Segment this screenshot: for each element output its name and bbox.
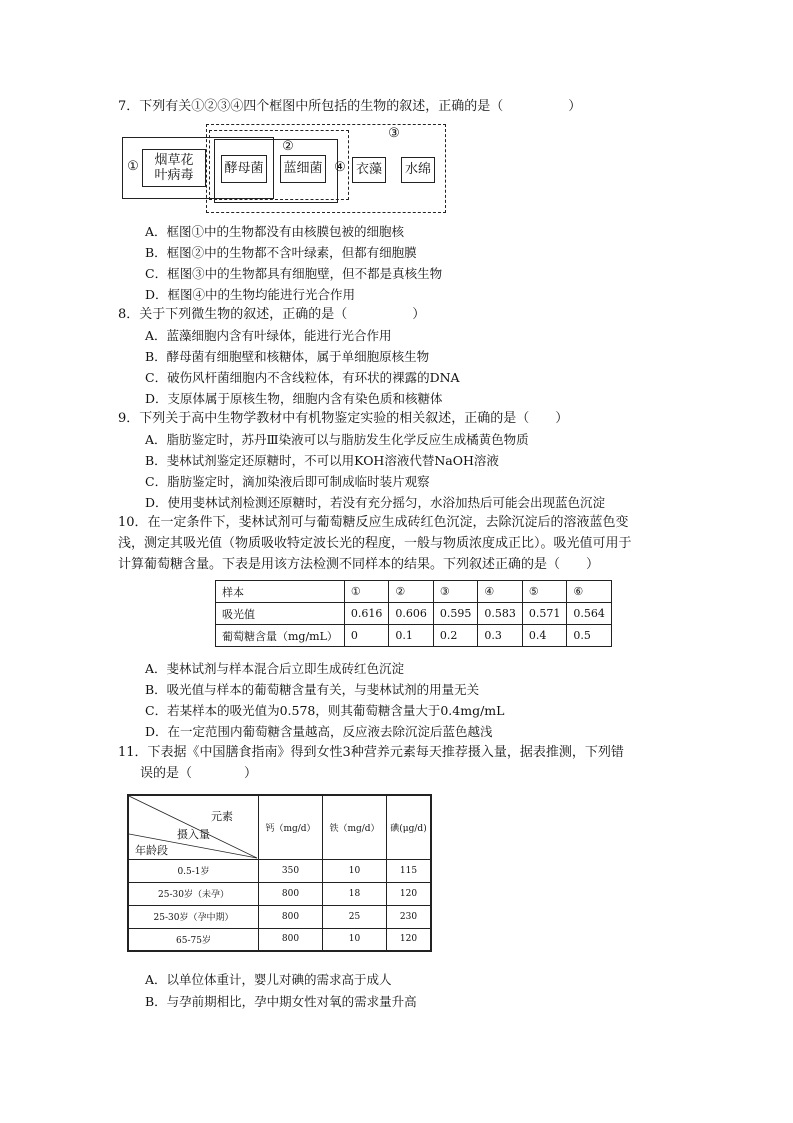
spirogyra-label: 水绵 [404, 162, 431, 177]
table-cell: 0.1 [389, 625, 434, 647]
table-cell: 0.564 [567, 603, 612, 625]
table-cell: 18 [323, 882, 387, 905]
q10-option-d: D．在一定范围内葡萄糖含量越高，反应液去除沉淀后蓝色越浅 [145, 724, 493, 739]
q11-option-a: A．以单位体重计，婴儿对碘的需求高于成人 [145, 972, 392, 987]
table-cell: 0 [344, 625, 389, 647]
frame-4 [209, 130, 349, 200]
table-cell: 0.606 [389, 603, 434, 625]
table-header-cell: ⑥ [567, 581, 612, 603]
q8-stem: 8．关于下列微生物的叙述，正确的是（ ） [118, 307, 426, 322]
frame-2-mark: ② [282, 139, 294, 154]
q7-option-d: D．框图④中的生物均能进行光合作用 [145, 287, 356, 302]
table-cell: 120 [387, 928, 432, 951]
corner-label-intake: 摄入量 [177, 828, 210, 841]
table-cell: 25-30岁（未孕） [128, 882, 259, 905]
table-cell: 25 [323, 905, 387, 928]
table-cell: 0.571 [522, 603, 567, 625]
table-row [216, 625, 612, 647]
q8-option-b: B．酵母菌有细胞壁和核糖体，属于单细胞原核生物 [145, 349, 430, 364]
q9-option-d: D．使用斐林试剂检测还原糖时，若没有充分摇匀，水浴加热后可能会出现蓝色沉淀 [145, 495, 606, 510]
q9-option-b: B．斐林试剂鉴定还原糖时，不可以用KOH溶液代替NaOH溶液 [145, 453, 499, 468]
q8-option-a: A．蓝藻细胞内含有叶绿体，能进行光合作用 [145, 328, 392, 343]
frame-1-mark: ① [127, 159, 139, 174]
q10-table [215, 580, 612, 647]
corner-label-age: 年龄段 [135, 844, 168, 857]
q9-option-a: A．脂肪鉴定时，苏丹Ⅲ染液可以与脂肪发生化学反应生成橘黄色物质 [145, 432, 529, 447]
table-cell: 0.3 [478, 625, 523, 647]
table-header-cell: ④ [478, 581, 523, 603]
q10-stem-line-1: 10．在一定条件下，斐林试剂可与葡萄糖反应生成砖红色沉淀，去除沉淀后的溶液蓝色变 [118, 515, 629, 530]
yeast-label: 酵母菌 [224, 161, 264, 176]
table-cell: 葡萄糖含量（mg/mL） [216, 625, 345, 647]
q11-stem-line-1: 11．下表据《中国膳食指南》得到女性3种营养元素每天推荐摄入量，据表推测，下列错 [118, 745, 624, 760]
table-cell: 65-75岁 [128, 928, 259, 951]
q8-option-d: D．支原体属于原核生物，细胞内含有染色质和核糖体 [145, 391, 443, 406]
q11-option-b: B．与孕前期相比，孕中期女性对氧的需求量升高 [145, 994, 417, 1009]
q7-option-c: C．框图③中的生物都具有细胞壁，但不都是真核生物 [145, 266, 443, 281]
chlamydomonas-label: 衣藻 [355, 162, 382, 177]
table-cell: 800 [259, 928, 323, 951]
table-row [128, 882, 431, 905]
corner-label-element: 元素 [211, 810, 233, 823]
table-header-cell: 样本 [216, 581, 345, 603]
table-cell: 0.595 [433, 603, 478, 625]
q7-option-a: A．框图①中的生物都没有由核膜包被的细胞核 [145, 224, 405, 239]
table-cell: 800 [259, 882, 323, 905]
q7-stem: 7．下列有关①②③④四个框图中所包括的生物的叙述，正确的是（ ） [118, 99, 582, 114]
table-cell: 0.4 [522, 625, 567, 647]
q10-option-a: A．斐林试剂与样本混合后立即生成砖红色沉淀 [145, 661, 405, 676]
table-cell: 0.5-1岁 [128, 859, 259, 882]
table-cell: 0.2 [433, 625, 478, 647]
q10-stem-line-3: 计算葡萄糖含量。下表是用该方法检测不同样本的结果。下列叙述正确的是（ ） [118, 557, 600, 572]
q8-option-c: C．破伤风杆菌细胞内不含线粒体，有环状的裸露的DNA [145, 370, 460, 385]
table-row [216, 603, 612, 625]
table-header-cell: ② [389, 581, 434, 603]
tobacco-virus-label: 烟草花叶病毒 [154, 153, 194, 183]
table-header-cell: ① [344, 581, 389, 603]
table-cell: 10 [323, 928, 387, 951]
table-cell: 0.5 [567, 625, 612, 647]
table-cell: 115 [387, 859, 432, 882]
q11-stem-line-2: 误的是（ ） [140, 766, 258, 781]
table-cell: 0.616 [344, 603, 389, 625]
table-header-cell: ③ [433, 581, 478, 603]
table-cell: 350 [259, 859, 323, 882]
q11-table [127, 794, 432, 952]
table-corner-cell [128, 795, 259, 859]
table-row [128, 859, 431, 882]
q10-option-c: C．若某样本的吸光值为0.578，则其葡萄糖含量大于0.4mg/mL [145, 703, 505, 718]
table-cell: 25-30岁（孕中期） [128, 905, 259, 928]
table-cell: 120 [387, 882, 432, 905]
frame-3-mark: ③ [388, 126, 400, 141]
table-cell: 吸光值 [216, 603, 345, 625]
q10-stem-line-2: 浅，测定其吸光值（物质吸收特定波长光的程度，一般与物质浓度成正比）。吸光值可用于 [118, 536, 632, 551]
table-row [128, 905, 431, 928]
table-row [128, 928, 431, 951]
table-row [216, 581, 612, 603]
table-header-cell: ⑤ [522, 581, 567, 603]
table-cell: 10 [323, 859, 387, 882]
cyanobacteria-label: 蓝细菌 [283, 161, 323, 176]
frame-4-mark: ④ [334, 160, 346, 175]
table-cell: 230 [387, 905, 432, 928]
q7-option-b: B．框图②中的生物都不含叶绿素，但都有细胞膜 [145, 245, 417, 260]
table-header-cell: 钙（mg/d） [259, 795, 323, 859]
table-header-cell: 铁（mg/d） [323, 795, 387, 859]
table-cell: 0.583 [478, 603, 523, 625]
q9-stem: 9．下列关于高中生物学教材中有机物鉴定实验的相关叙述，正确的是（ ） [118, 411, 569, 426]
q9-option-c: C．脂肪鉴定时，滴加染液后即可制成临时装片观察 [145, 474, 430, 489]
table-header-cell: 碘(μg/d) [387, 795, 432, 859]
q10-option-b: B．吸光值与样本的葡萄糖含量有关，与斐林试剂的用量无关 [145, 682, 480, 697]
table-cell: 800 [259, 905, 323, 928]
table-row [128, 795, 431, 859]
